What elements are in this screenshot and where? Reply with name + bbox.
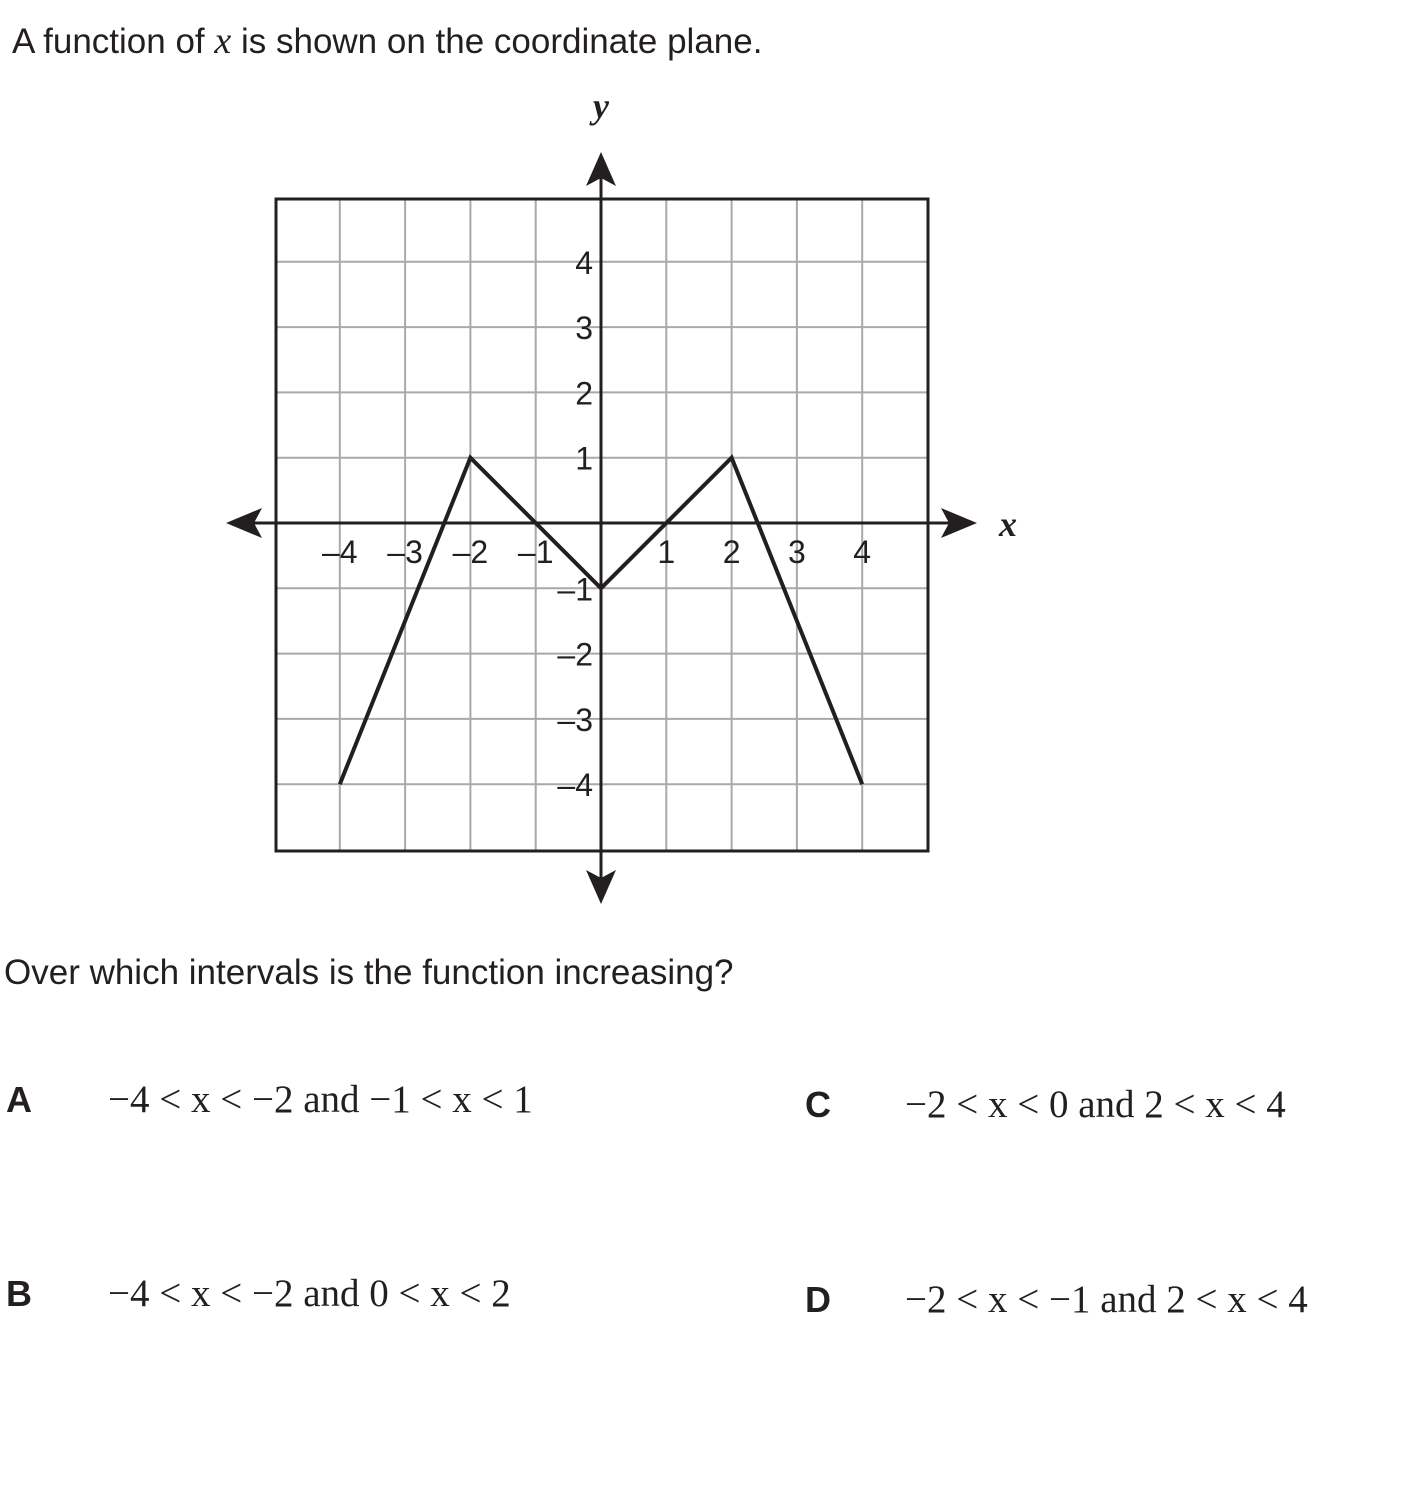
choice-text: −4 < x < −2 and −1 < x < 1 — [108, 1078, 533, 1121]
choice-text: −2 < x < −1 and 2 < x < 4 — [905, 1278, 1308, 1321]
question-prompt: Over which intervals is the function increasing? — [4, 953, 734, 992]
axes — [226, 152, 977, 904]
choice-letter: A — [6, 1079, 32, 1120]
y-tick-label: –4 — [557, 767, 593, 804]
y-tick-label: 2 — [575, 375, 593, 412]
choice-letter: C — [805, 1084, 831, 1125]
x-tick-label: 1 — [657, 534, 676, 570]
choice-text: −2 < x < 0 and 2 < x < 4 — [905, 1083, 1286, 1126]
y-tick-label: 4 — [575, 244, 593, 281]
x-tick-label: –2 — [452, 534, 489, 570]
y-tick-label: 3 — [575, 310, 593, 347]
choice-letter: D — [805, 1279, 831, 1320]
y-tick-label: –3 — [557, 701, 593, 738]
y-tick-label: 1 — [575, 440, 593, 477]
y-tick-label: –1 — [557, 571, 593, 608]
answer-choice-d[interactable] — [805, 1275, 1405, 1325]
x-tick-label: –4 — [322, 534, 358, 570]
x-axis-label: x — [999, 504, 1017, 544]
answer-choice-b[interactable] — [6, 1269, 706, 1319]
answer-choice-a[interactable] — [6, 1075, 706, 1125]
y-axis-label: y — [593, 86, 609, 126]
stem-text-end: is shown on the coordinate plane. — [231, 22, 763, 61]
x-tick-label: 3 — [788, 534, 806, 570]
y-tick-label: –2 — [557, 636, 593, 673]
x-tick-label: –1 — [517, 534, 554, 570]
stem-text-start: A function of — [12, 22, 215, 61]
stem-variable: x — [214, 20, 232, 62]
x-tick-label: 2 — [722, 534, 741, 570]
choice-text: −4 < x < −2 and 0 < x < 2 — [108, 1272, 511, 1315]
choice-letter: B — [6, 1273, 32, 1314]
x-tick-label: –3 — [387, 534, 423, 570]
x-tick-label: 4 — [853, 534, 872, 570]
answer-choice-c[interactable] — [805, 1080, 1405, 1130]
